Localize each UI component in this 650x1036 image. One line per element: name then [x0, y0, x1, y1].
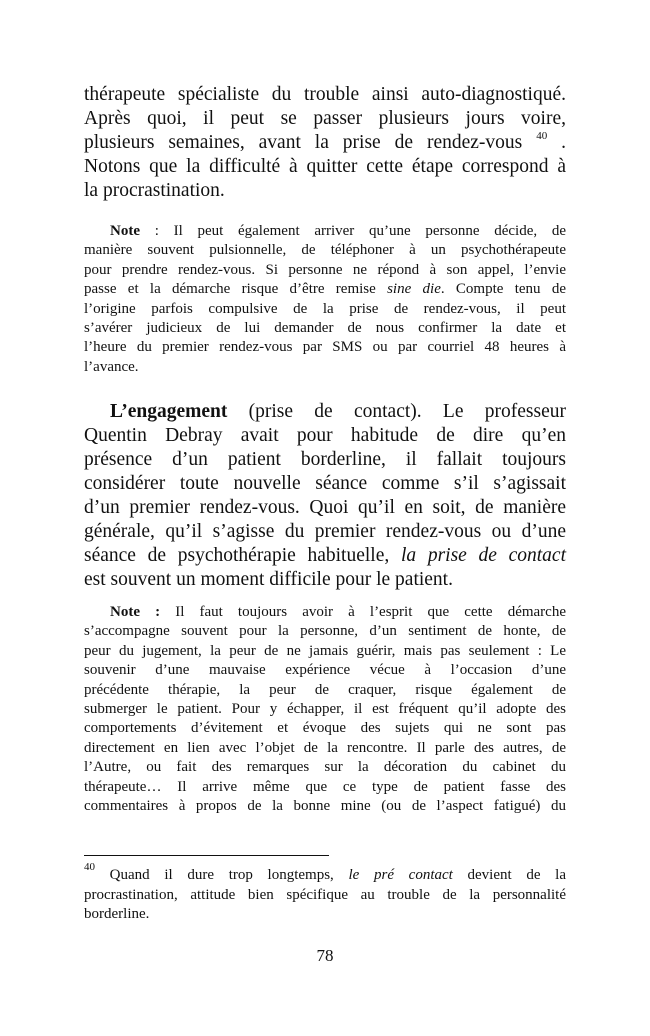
- text-run: Notons que la difficulté à quitter cette étape correspond à: [84, 156, 566, 177]
- text-run: s’accompagne souvent pour la personne, d’un sentiment de honte, de: [84, 623, 566, 640]
- text-line: [84, 107, 566, 131]
- text-line: [84, 797, 566, 816]
- italic-text: sine die: [387, 281, 441, 298]
- text-line: [84, 861, 567, 886]
- text-run: Quand il dure trop longtemps,: [95, 867, 349, 883]
- text-line: [84, 472, 566, 496]
- text-line: [84, 661, 566, 680]
- text-run: borderline.: [84, 906, 150, 923]
- text-run: : Il peut également arriver qu’une personne décide, de: [140, 223, 566, 239]
- text-run: submerger le patient. Pour y échapper, il est fréquent qu’il adopte des: [84, 700, 566, 717]
- text-run: séance de psychothérapie habituelle,: [84, 545, 401, 566]
- text-line: [84, 222, 566, 241]
- text-run: procrastination, attitude bien spécifique au trouble de la personnalité: [84, 886, 566, 903]
- text-run: pour prendre rendez-vous. Si personne ne répond à son appel, l’envie: [84, 261, 566, 278]
- text-line: [84, 155, 566, 179]
- text-line: [84, 642, 566, 661]
- text-run: devient de la: [452, 867, 567, 883]
- bold-term: Note: [110, 223, 140, 239]
- text-run: générale, qu’il s’agisse du premier rendez-vous ou d’une: [84, 521, 566, 542]
- text-line: [84, 905, 566, 925]
- text-line: [84, 358, 566, 377]
- text-run: comportements d’évitement et évoque des sujets qui ne sont pas: [84, 720, 566, 737]
- text-line: [84, 400, 566, 424]
- italic-text: le pré contact: [348, 867, 453, 883]
- text-run: manière souvent pulsionnelle, de téléphoner à un psychothérapeute: [84, 242, 566, 259]
- text-run: directement en lien avec l’objet de la rencontre. Il parle des autres, de: [84, 739, 566, 756]
- text-run: présence d’un patient borderline, il fallait toujours: [84, 449, 566, 470]
- text-line: [84, 568, 566, 592]
- text-line: [84, 603, 566, 622]
- text-run: l’Autre, ou fait des remarques sur la décoration du cabinet du: [84, 759, 566, 776]
- text-line: [84, 179, 566, 203]
- text-run: Après quoi, il peut se passer plusieurs jours voire,: [84, 108, 566, 129]
- page-number: 78: [316, 946, 334, 965]
- text-run: peur du jugement, la peur de ne jamais guérir, mais pas seulement : Le: [84, 642, 566, 659]
- footnote-marker: 40: [84, 861, 95, 873]
- text-run: thérapeute… Il arrive même que ce type de patient fasse des: [84, 778, 566, 795]
- text-line: [84, 300, 566, 319]
- text-run: d’un premier rendez-vous. Quoi qu’il en soit, de manière: [84, 497, 566, 518]
- text-line: [84, 496, 566, 520]
- footnote-separator: [84, 855, 329, 856]
- text-run: plusieurs semaines, avant la prise de rendez-vous: [84, 132, 537, 153]
- text-line: [84, 241, 566, 260]
- text-run: commentaires à propos de la bonne mine (ou de l’aspect fatigué) du: [84, 797, 566, 814]
- bold-term: L’engagement: [110, 401, 228, 422]
- text-line: [84, 778, 566, 797]
- text-line: [84, 83, 566, 107]
- text-run: Il faut toujours avoir à l’esprit que cette démarche: [160, 604, 566, 620]
- text-line: [84, 338, 566, 357]
- text-run: passe et la démarche risque d’être remise: [84, 281, 388, 298]
- body-paragraph: [84, 400, 566, 592]
- note-paragraph: [84, 603, 566, 816]
- text-run: la procrastination.: [84, 180, 225, 201]
- text-run: (prise de contact). Le professeur: [227, 401, 566, 422]
- note-paragraph: [84, 222, 566, 377]
- text-line: [84, 719, 566, 738]
- text-line: [84, 424, 566, 448]
- bold-term: Note :: [110, 604, 161, 620]
- text-line: [84, 758, 566, 777]
- text-run: .: [547, 132, 566, 153]
- text-run: considérer toute nouvelle séance comme s’il s’agissait: [84, 473, 566, 494]
- text-line: [84, 319, 566, 338]
- text-run: . Compte tenu de: [440, 281, 566, 298]
- text-line: [84, 448, 566, 472]
- footnote: [84, 861, 567, 925]
- text-line: [84, 681, 566, 700]
- text-run: s’avérer judicieux de lui demander de nous confirmer la date et: [84, 319, 566, 336]
- footnote-marker: 40: [536, 130, 548, 142]
- text-run: l’avance.: [84, 358, 139, 375]
- text-line: [84, 544, 566, 568]
- text-run: précédente thérapie, la peur de craquer, risque également de: [84, 681, 566, 698]
- text-run: l’heure du premier rendez-vous par SMS ou par courriel 48 heures à: [84, 339, 566, 356]
- text-run: Quentin Debray avait pour habitude de dire qu’en: [84, 425, 566, 446]
- text-line: [84, 131, 566, 155]
- text-line: [84, 700, 566, 719]
- text-line: [84, 886, 566, 906]
- body-paragraph: [84, 83, 566, 203]
- italic-text: la prise de contact: [400, 545, 567, 566]
- text-line: [84, 261, 566, 280]
- text-run: thérapeute spécialiste du trouble ainsi auto-diagnostiqué.: [84, 84, 566, 105]
- text-line: [84, 520, 566, 544]
- text-line: [84, 739, 566, 758]
- text-run: l’origine parfois compulsive de la prise de rendez-vous, il peut: [84, 300, 566, 317]
- text-line: [84, 622, 566, 641]
- text-run: est souvent un moment difficile pour le patient.: [84, 569, 453, 590]
- text-line: [84, 280, 566, 299]
- text-run: souvenir d’une mauvaise expérience vécue à l’occasion d’une: [84, 662, 566, 679]
